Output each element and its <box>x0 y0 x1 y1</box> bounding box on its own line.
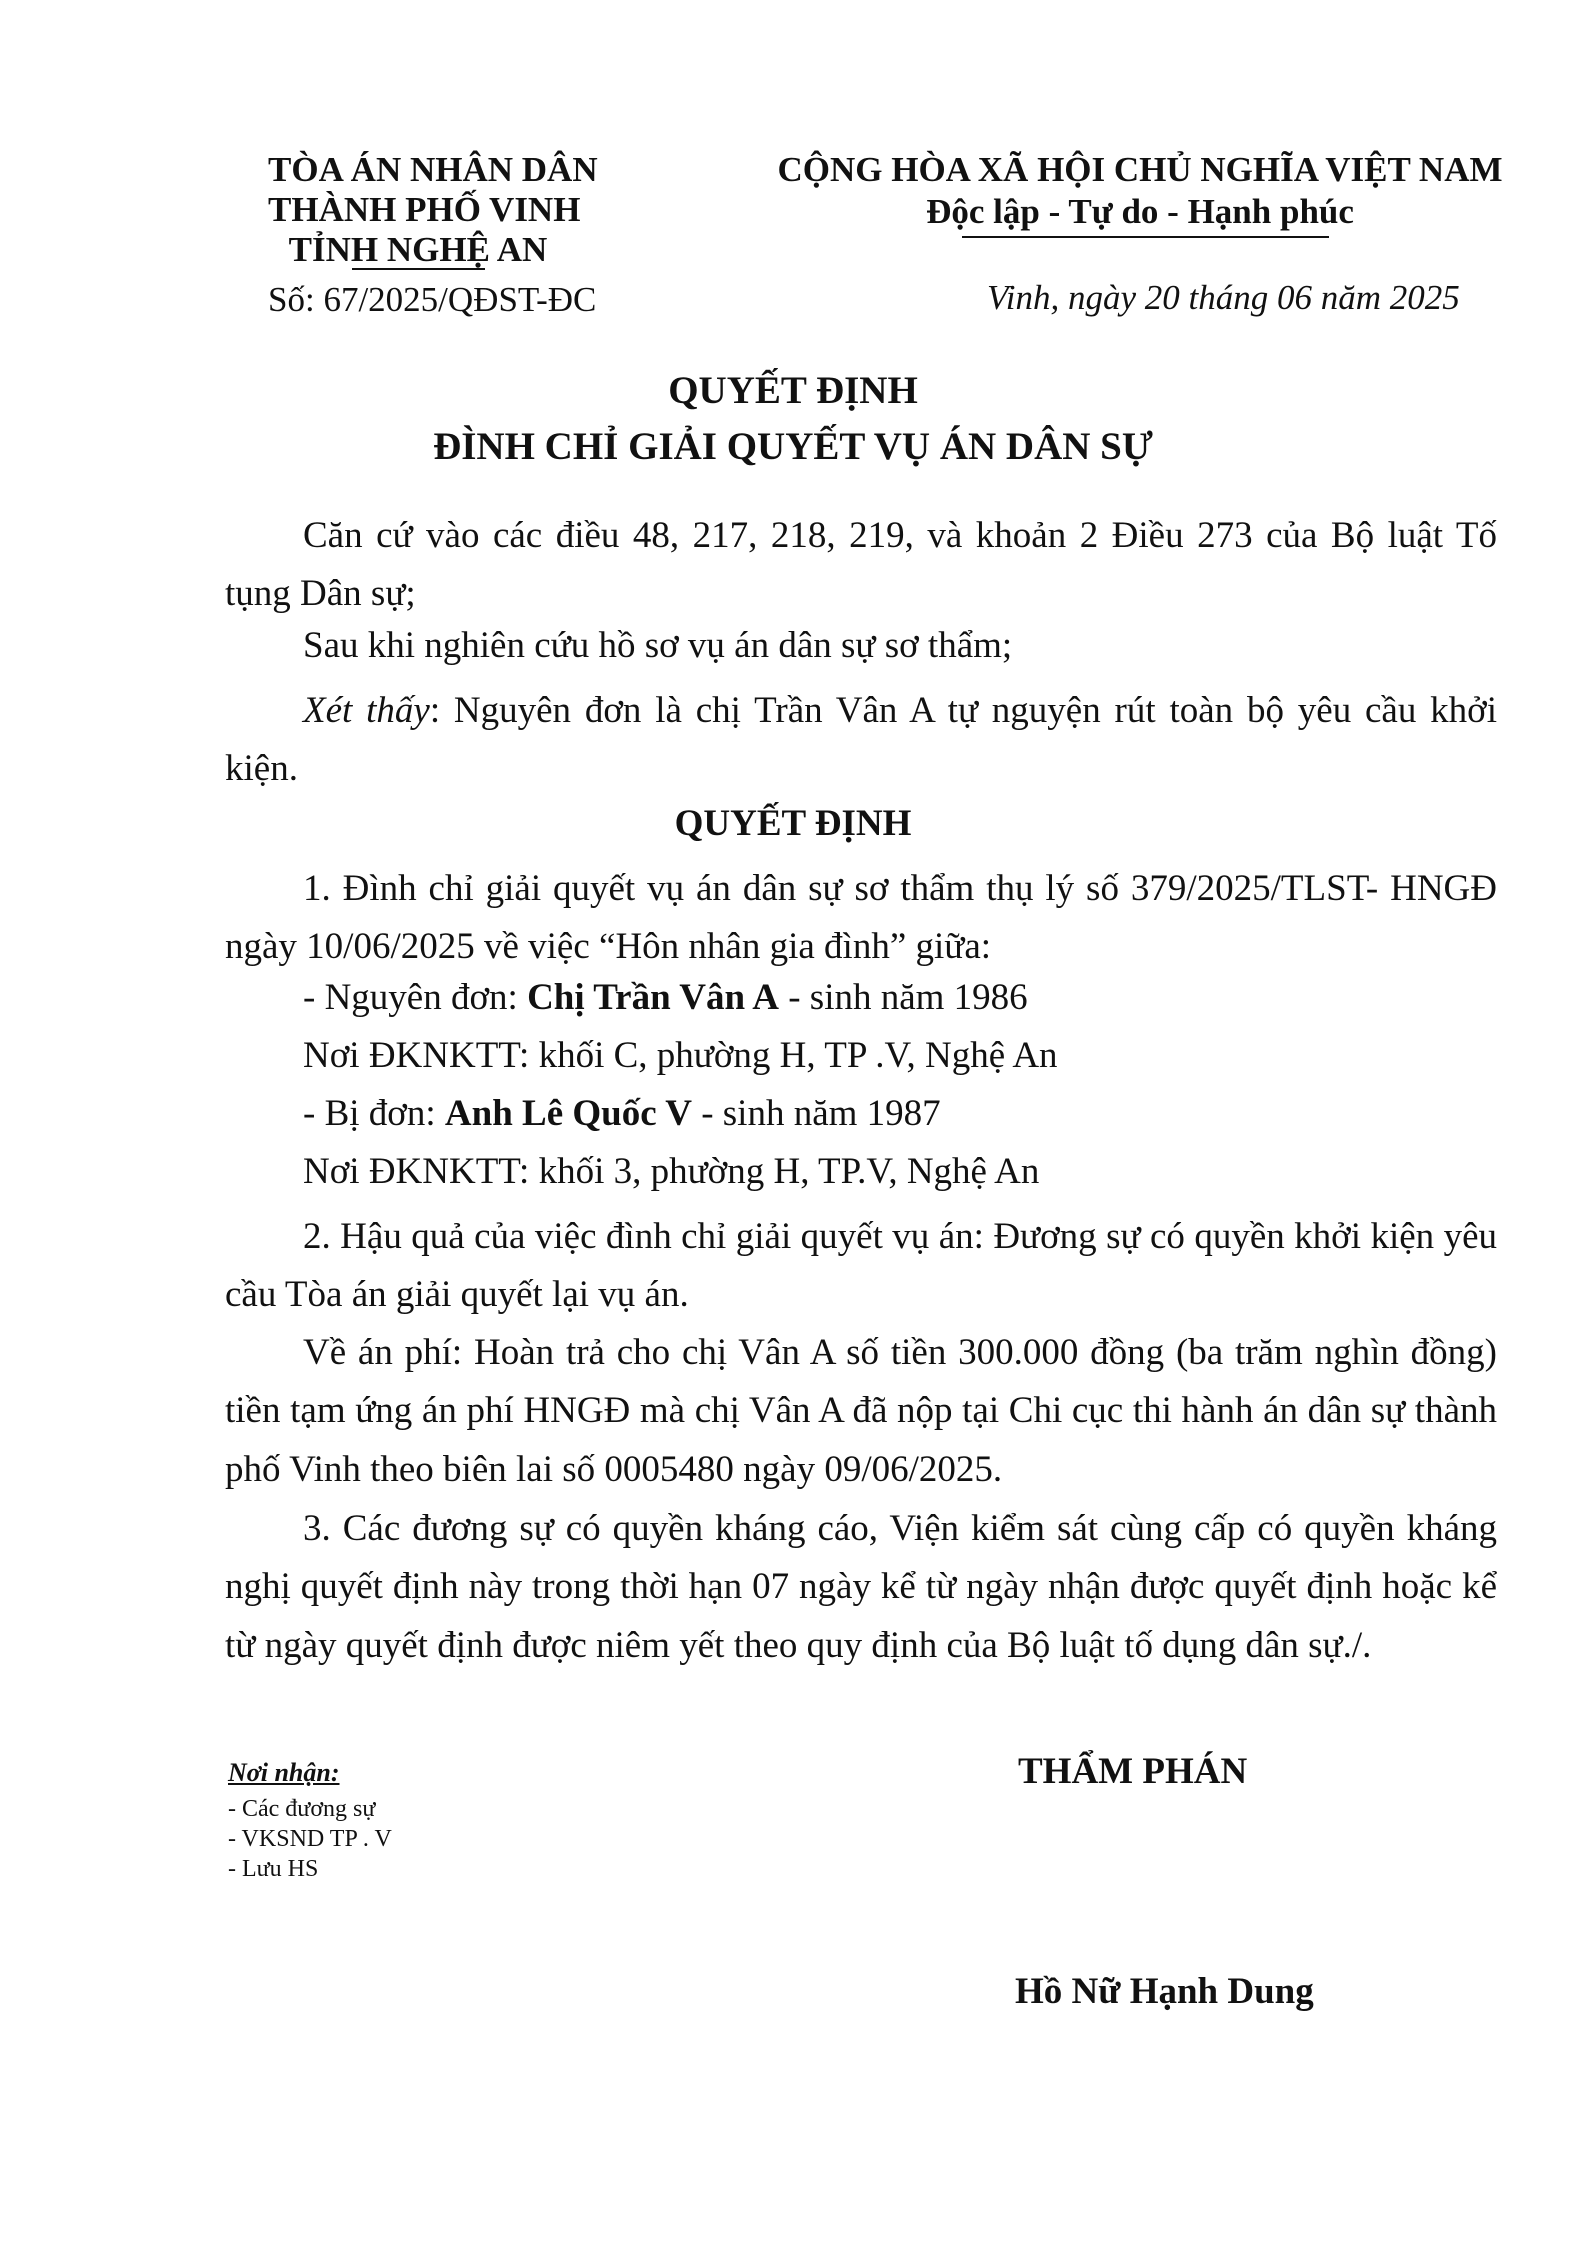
national-motto: Độc lập - Tự do - Hạnh phúc <box>926 192 1354 231</box>
decision-subtitle: ĐÌNH CHỈ GIẢI QUYẾT VỤ ÁN DÂN SỰ <box>433 425 1153 468</box>
finding-label: Xét thấy <box>303 690 430 731</box>
decision-heading: QUYẾT ĐỊNH <box>674 803 912 844</box>
plaintiff-birth: - sinh năm 1986 <box>778 977 1028 1018</box>
recipients-heading: Nơi nhận: <box>228 1758 340 1787</box>
recipient-item: - Lưu HS <box>228 1856 319 1882</box>
motto-underline <box>962 236 1329 238</box>
defendant-birth: - sinh năm 1987 <box>691 1093 941 1134</box>
decision-item-1: 1. Đình chỉ giải quyết vụ án dân sự sơ thẩm thụ lý số 379/2025/TLST- HNGĐ ngày 10/06/2025 về việc “Hôn nhân gia đình” giữa: <box>225 868 1497 968</box>
court-underline <box>352 268 485 270</box>
defendant-address: Nơi ĐKNKTT: khối 3, phường H, TP.V, Nghệ An <box>303 1151 1040 1192</box>
finding-text: : Nguyên đơn là chị Trần Vân A tự nguyện rút toàn bộ yêu cầu khởi kiện. <box>225 690 1497 790</box>
document-number: Số: 67/2025/QĐST-ĐC <box>268 280 597 319</box>
republic-name: CỘNG HÒA XÃ HỘI CHỦ NGHĨA VIỆT NAM <box>777 150 1503 189</box>
judge-title: THẨM PHÁN <box>1018 1751 1248 1792</box>
decision-item-2: 2. Hậu quả của việc đình chỉ giải quyết vụ án: Đương sự có quyền khởi kiện yêu cầu Tòa án giải quyết lại vụ án. <box>225 1216 1497 1316</box>
decision-item-3: 3. Các đương sự có quyền kháng cáo, Viện kiểm sát cùng cấp có quyền kháng nghị quyết định này trong thời hạn 07 ngày kể từ ngày nhận được quyết định hoặc kể từ ngày quyết định được niêm yết theo quy định của Bộ luật tố dụng dân sự./. <box>225 1508 1497 1666</box>
plaintiff-line <box>303 976 1028 1019</box>
defendant-name: Anh Lê Quốc V <box>444 1093 692 1134</box>
decision-title: QUYẾT ĐỊNH <box>668 369 918 412</box>
defendant-prefix: - Bị đơn: <box>303 1093 445 1134</box>
defendant-line <box>303 1092 941 1135</box>
recipient-item: - Các đương sự <box>228 1796 376 1822</box>
legal-basis: Căn cứ vào các điều 48, 217, 218, 219, và khoản 2 Điều 273 của Bộ luật Tố tụng Dân sự; <box>225 515 1497 615</box>
plaintiff-name: Chị Trần Vân A <box>527 977 779 1018</box>
place-date: Vinh, ngày 20 tháng 06 năm 2025 <box>987 278 1460 317</box>
recipient-item: - VKSND TP . V <box>228 1826 392 1852</box>
plaintiff-address: Nơi ĐKNKTT: khối C, phường H, TP .V, Nghệ An <box>303 1035 1058 1076</box>
court-name-line-2: THÀNH PHỐ VINH <box>268 190 581 229</box>
review-statement: Sau khi nghiên cứu hồ sơ vụ án dân sự sơ thẩm; <box>303 625 1013 666</box>
finding-paragraph <box>225 682 1497 799</box>
plaintiff-prefix: - Nguyên đơn: <box>303 977 528 1018</box>
court-name-line-3: TỈNH NGHỆ AN <box>288 230 548 269</box>
court-name-line-1: TÒA ÁN NHÂN DÂN <box>268 150 598 189</box>
judge-name: Hồ Nữ Hạnh Dung <box>1015 1971 1314 2012</box>
court-fee-paragraph: Về án phí: Hoàn trả cho chị Vân A số tiền 300.000 đồng (ba trăm nghìn đồng) tiền tạm ứng án phí HNGĐ mà chị Vân A đã nộp tại Chi cục thi hành án dân sự thành phố Vinh theo biên lai số 0005480 ngày 09/06/2025. <box>225 1332 1497 1490</box>
